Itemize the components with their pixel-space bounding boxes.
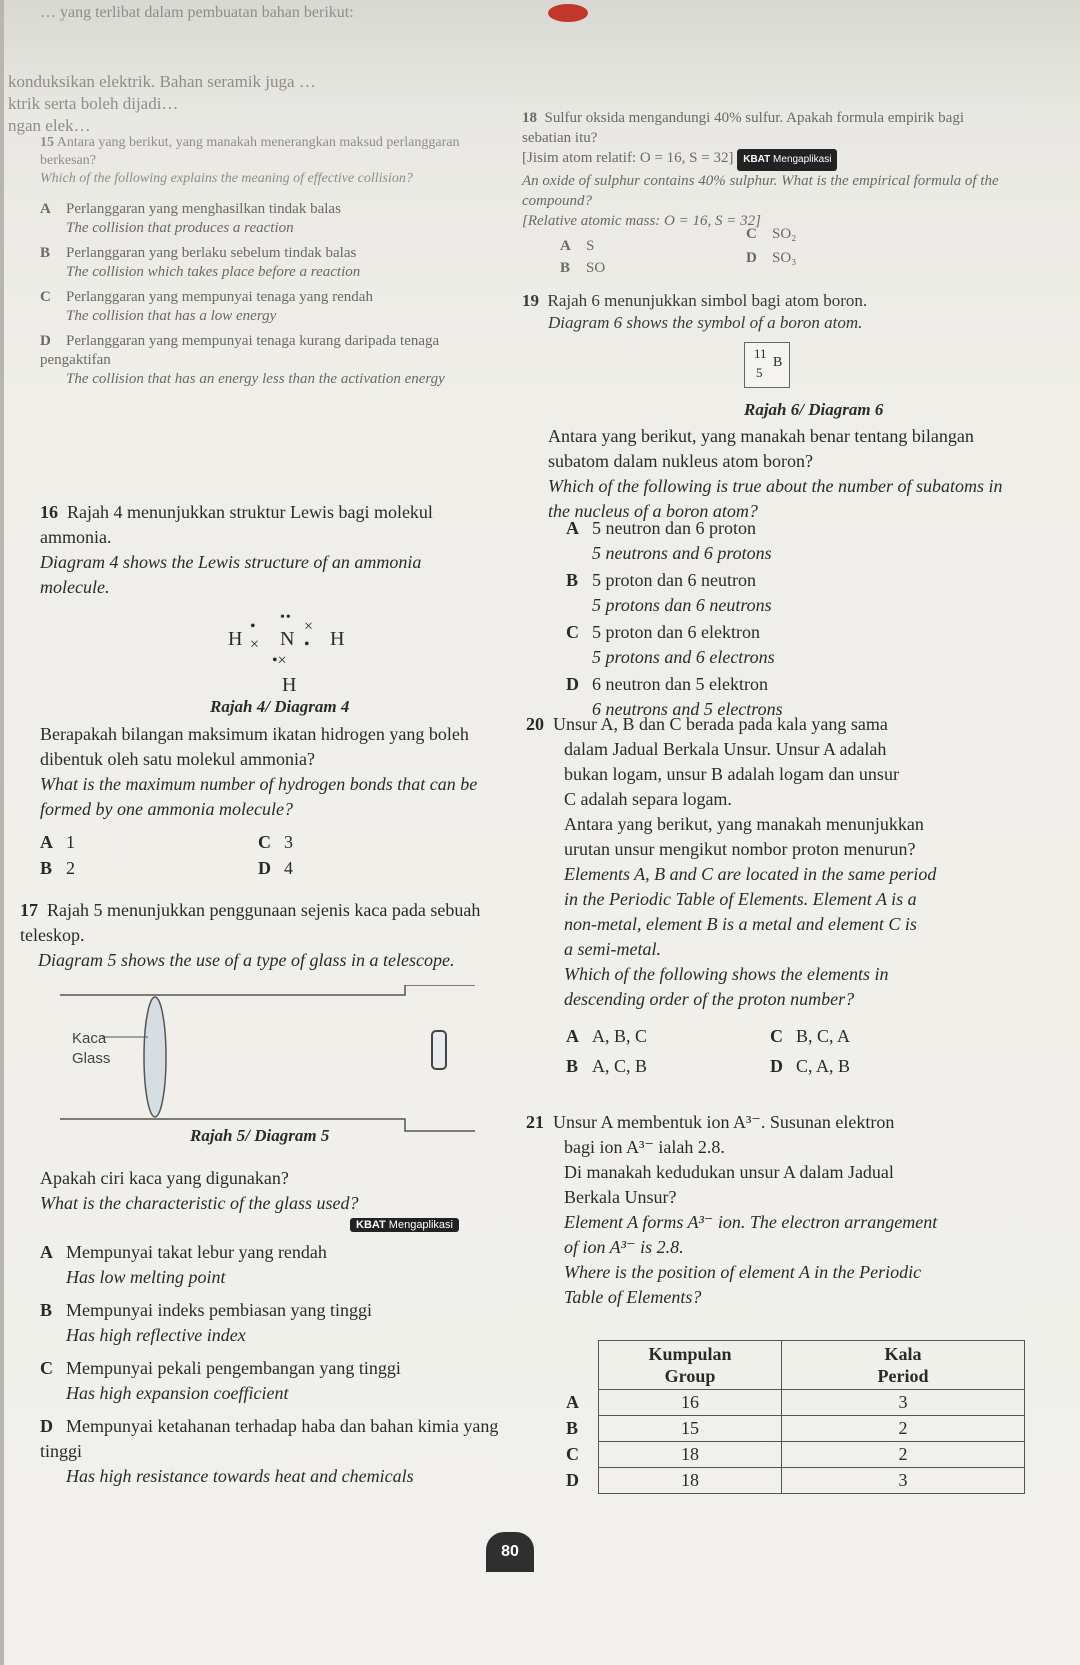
option-a[interactable]: A Mempunyai takat lebur yang rendah Has low melting point [40,1242,327,1287]
question-17-options [40,1240,500,1489]
question-17-body [40,1166,490,1216]
option-c[interactable]: C 5 proton dan 6 elektron 5 protons and 6 electrons [566,622,775,667]
table-row[interactable]: C 18 2 [566,1442,1025,1468]
col-group-ms: Kumpulan [648,1344,732,1364]
question-19 [522,290,1002,334]
question-ms-2: Berkala Unsur? [564,1187,677,1207]
option-a[interactable]: A S [560,238,595,254]
question-number: 19 [522,291,539,310]
question-21 [526,1110,1046,1310]
question-ms: Antara yang berikut, yang manakah benar tentang bilangan subatom dalam nukleus atom boron? [548,426,974,471]
question-16 [40,500,490,600]
lewis-cross-dot: × • [304,618,314,653]
question-18 [522,108,1002,231]
question-en-2: Table of Elements? [564,1287,702,1307]
question-15-options [40,200,480,389]
question-ms-1: Di manakah kedudukan unsur A dalam Jadual [564,1162,894,1182]
option-d[interactable]: D Perlanggaran yang mempunyai tenaga kurang daripada tenaga pengaktifan The collision that has an energy less than the activation energy [40,333,445,387]
stem-ms-1: Unsur A, B dan C berada pada kala yang sama [553,714,888,734]
option-b[interactable]: B A, C, B [566,1056,648,1076]
question-16-body [40,722,490,822]
lewis-lone-pair: •• [280,610,292,625]
question-number: 15 [40,135,54,150]
stem-en-2: of ion A³⁻ is 2.8. [564,1237,684,1257]
left-faint-line-3: ngan elek… [8,116,91,135]
lewis-dot-cross: • × [250,618,260,653]
option-b[interactable]: B 5 proton dan 6 neutron 5 protons dan 6 neutrons [566,570,772,615]
option-d[interactable]: D 6 neutron dan 5 elektron 6 neutrons and 5 electrons [566,674,783,719]
lewis-h-left: H [228,628,243,650]
diagram-4-caption: Rajah 4/ Diagram 4 [210,697,350,716]
top-header-line: … yang terlibat dalam pembuatan bahan berikut: [40,4,354,21]
option-a[interactable]: A A, B, C [566,1026,648,1046]
stem-ms: Rajah 4 menunjukkan struktur Lewis bagi molekul ammonia. [40,502,433,547]
stem-en-4: a semi-metal. [564,939,661,959]
stem-ms: Rajah 6 menunjukkan simbol bagi atom boron. [547,291,868,310]
question-en: What is the characteristic of the glass used? [40,1193,359,1213]
option-d[interactable]: D Mempunyai ketahanan terhadap haba dan bahan kimia yang tinggi Has high resistance towards heat and chemicals [40,1416,499,1486]
lewis-dot-cross-bottom: •× [272,652,287,669]
stem-en-1: Element A forms A³⁻ ion. The electron arrangement [564,1212,938,1232]
question-15 [40,134,480,188]
question-number: 16 [40,502,58,522]
lewis-structure-diagram [200,606,400,706]
diagram-6-caption: Rajah 6/ Diagram 6 [744,400,884,419]
stem-en-3: non-metal, element B is a metal and element C is [564,914,917,934]
stem-ms-1: Unsur A membentuk ion A³⁻. Susunan elektron [553,1112,895,1132]
question-en-2: descending order of the proton number? [564,989,855,1009]
option-a[interactable]: A 5 neutron dan 6 proton 5 neutrons and 6 protons [566,518,772,563]
option-d[interactable]: D C, A, B [770,1056,851,1076]
question-ms: Berapakah bilangan maksimum ikatan hidrogen yang boleh dibentuk oleh satu molekul ammonia? [40,724,469,769]
col-group-en: Group [664,1366,716,1386]
question-ms-2: urutan unsur mengikut nombor proton menurun? [564,839,916,859]
mass-number: 11 [754,346,767,361]
option-a[interactable]: A 1 [40,832,75,852]
option-b[interactable]: B 2 [40,858,75,878]
question-en: Which of the following is true about the number of subatoms in the nucleus of a boron atom? [548,476,1003,521]
stem-en-1: Elements A, B and C are located in the same period [564,864,937,884]
stem-ms-2: dalam Jadual Berkala Unsur. Unsur A adalah [564,739,887,759]
kbat-badge: KBAT Mengaplikasi [350,1215,459,1233]
stem-ms-3: bukan logam, unsur B adalah logam dan unsur [564,764,899,784]
boron-symbol-box [744,342,790,388]
element-symbol: B [773,355,783,370]
red-highlight-mark [548,4,588,22]
page-edge [0,0,4,1665]
col-period-ms: Kala [884,1344,922,1364]
lewis-h-right: H [330,628,345,650]
col-period-en: Period [877,1366,929,1386]
table-row[interactable]: B 15 2 [566,1416,1025,1442]
question-number: 17 [20,900,38,920]
option-c[interactable]: C Perlanggaran yang mempunyai tenaga yang rendah The collision that has a low energy [40,289,373,324]
option-d[interactable]: D SO₃ [746,250,797,266]
option-c[interactable]: C SO₂ [746,226,797,242]
option-c[interactable]: C 3 [258,832,293,852]
stem-ms-4: C adalah separa logam. [564,789,732,809]
option-b[interactable]: B Mempunyai indeks pembiasan yang tinggi Has high reflective index [40,1300,372,1345]
proton-number: 5 [756,365,763,380]
page-number: 80 [486,1532,534,1572]
table-row[interactable]: D 18 3 [566,1468,1025,1494]
stem-en: Diagram 6 shows the symbol of a boron atom. [548,313,863,332]
periodic-position-table [566,1340,1025,1494]
question-number: 18 [522,110,537,126]
stem-en: Diagram 5 shows the use of a type of glass in a telescope. [38,950,455,970]
stem-en: Which of the following explains the meaning of effective collision? [40,171,413,186]
stem-en-2: in the Periodic Table of Elements. Element A is a [564,889,917,909]
left-faint-line-2: ktrik serta boleh dijadi… [8,94,179,113]
relative-mass-ms: [Jisim atom relatif: O = 16, S = 32] [522,150,734,166]
stem-ms-2: bagi ion A³⁻ ialah 2.8. [564,1137,725,1157]
relative-mass-en: [Relative atomic mass: O = 16, S = 32] [522,213,761,229]
question-17 [20,898,490,973]
option-c[interactable]: C B, C, A [770,1026,851,1046]
question-en: What is the maximum number of hydrogen bonds that can be formed by one ammonia molecule? [40,774,478,819]
question-en-1: Where is the position of element A in the Periodic [564,1262,922,1282]
question-number: 20 [526,714,544,734]
question-19-body [548,424,1008,524]
telescope-diagram [60,985,480,1135]
kbat-badge: KBAT Mengaplikasi [737,149,837,171]
stem-ms: Rajah 5 menunjukkan penggunaan sejenis kaca pada sebuah teleskop. [20,900,481,945]
option-a[interactable]: A Perlanggaran yang menghasilkan tindak balas The collision that produces a reaction [40,201,341,236]
option-b[interactable]: B SO [560,260,606,276]
question-ms-1: Antara yang berikut, yang manakah menunjukkan [564,814,924,834]
stem-en: Diagram 4 shows the Lewis structure of an ammonia molecule. [40,552,422,597]
diagram-5-caption: Rajah 5/ Diagram 5 [190,1126,330,1145]
stem-ms: Antara yang berikut, yang manakah menerangkan maksud perlanggaran berkesan? [40,135,460,168]
lewis-n: N [280,628,295,650]
stem-ms: Sulfur oksida mengandungi 40% sulfur. Apakah formula empirik bagi sebatian itu? [522,110,965,146]
glass-label-en: Glass [72,1050,111,1067]
option-d[interactable]: D 4 [258,858,293,878]
table-row[interactable]: A 16 3 [566,1390,1025,1416]
question-en-1: Which of the following shows the elements in [564,964,889,984]
question-19-options [566,516,1006,722]
option-b[interactable]: B Perlanggaran yang berlaku sebelum tindak balas The collision which takes place before a reaction [40,245,361,280]
left-faint-line-1: konduksikan elektrik. Bahan seramik juga … [8,72,316,91]
question-number: 21 [526,1112,544,1132]
lewis-h-bottom: H [282,674,297,696]
option-c[interactable]: C Mempunyai pekali pengembangan yang tinggi Has high expansion coefficient [40,1358,401,1403]
question-20 [526,712,1046,1012]
stem-en: An oxide of sulphur contains 40% sulphur. What is the empirical formula of the compound? [522,173,999,209]
question-ms: Apakah ciri kaca yang digunakan? [40,1168,289,1188]
glass-label-ms: Kaca [72,1030,107,1047]
